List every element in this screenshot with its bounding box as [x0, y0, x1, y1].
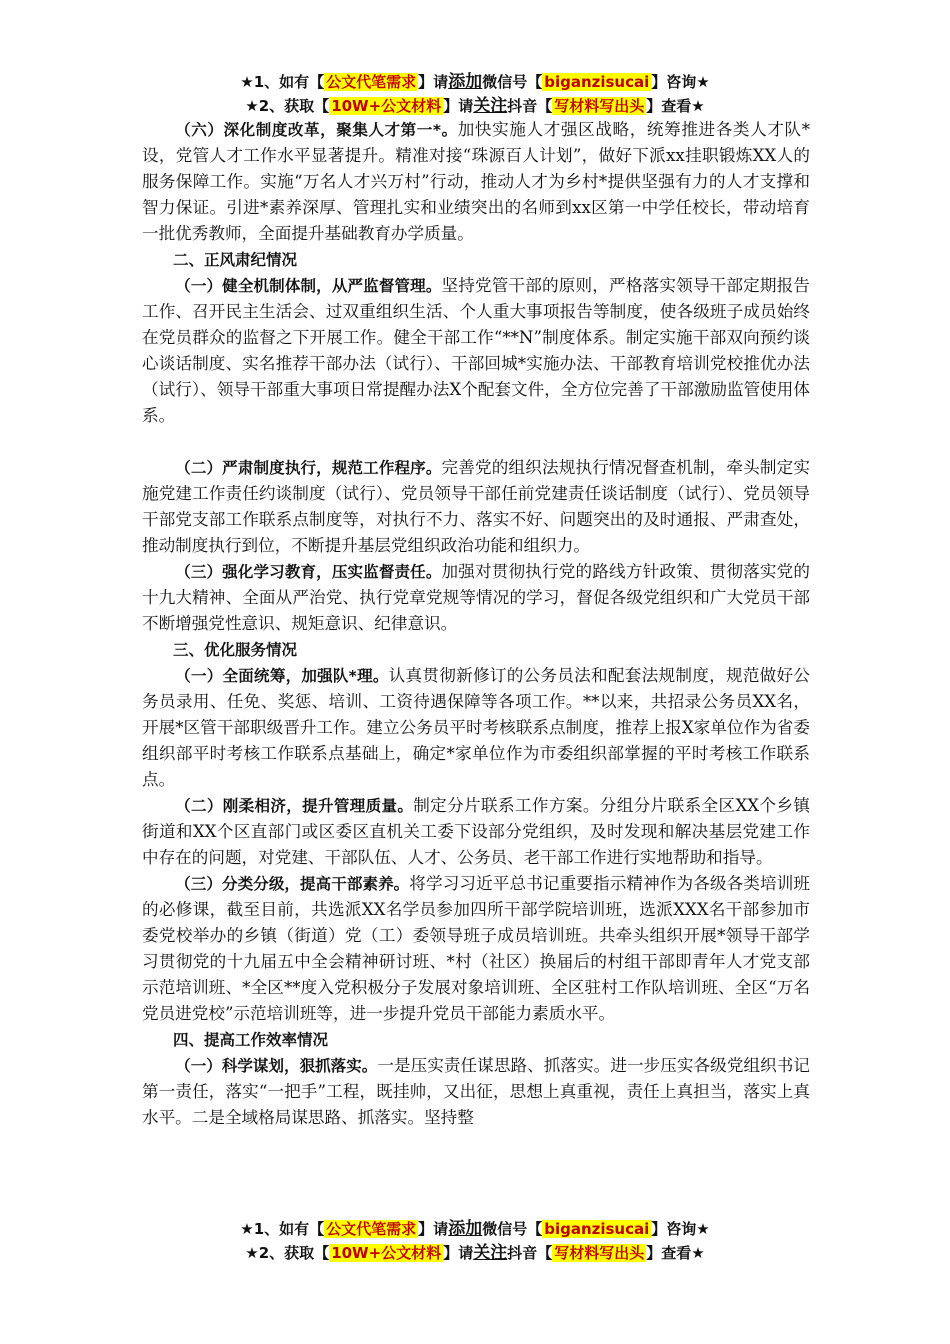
section-heading: 二、正风肃纪情况 [173, 251, 298, 269]
highlight-douyin-account[interactable]: 写材料写出头 [554, 97, 645, 115]
paragraph [142, 455, 810, 559]
paragraph-text: 认真贯彻新修订的公务员法和配套法规制度，规范做好公务员录用、任免、奖惩、培训、工资待遇保障等各项工作。**以来，共招录公务员XX名，开展*区管干部职级晋升工作。建立公务员平时考核联系点制度，推荐上报X家单位作为省委组织部平时考核工作联系点基础上，确定*家单位作为市委组织部掌握的平时考核工作联系点。 [142, 666, 811, 789]
banner-text: 抖音【 [507, 1244, 553, 1262]
paragraph-lead: （二）刚柔相济，提升管理质量。 [175, 797, 414, 815]
paragraph [142, 559, 810, 637]
banner-text: 】咨询★ [651, 1220, 710, 1238]
highlight-service: 公文代笔需求 [326, 1220, 417, 1238]
highlight-wechat-id[interactable]: biganzisucai [544, 1220, 650, 1238]
banner-text: 】查看★ [646, 1244, 705, 1262]
banner-line-1 [0, 71, 950, 95]
highlight-wechat-id[interactable]: biganzisucai [544, 73, 650, 91]
paragraph [142, 273, 810, 429]
paragraph-lead: （二）严肃制度执行，规范工作程序。 [175, 459, 442, 477]
paragraph-lead: （一）全面统筹，加强队*理。 [175, 667, 389, 685]
paragraph-text: 将学习习近平总书记重要指示精神作为各级各类培训班的必修课，截至目前，共选派XX名学员参加四所干部学院培训班，选派XXX名干部参加市委党校举办的乡镇（街道）党（工）委领导班子成员培训班。共牵头组织开展*领导干部学习贯彻党的十九届五中全会精神研讨班、*村（社区）换届后的村组干部即青年人才党支部示范培训班、*全区**度入党积极分子发展对象培训班、全区驻村工作队培训班、全区“万名党员进党校”示范培训班等，进一步提升党员干部能力素质水平。 [142, 874, 810, 1023]
banner-line-2 [0, 95, 950, 119]
banner-text: 】请 [418, 1220, 449, 1238]
banner-underline: 关注 [473, 96, 508, 116]
paragraph-lead: （三）分类分级，提高干部素养。 [175, 875, 410, 893]
paragraph-text: 坚持党管干部的原则，严格落实领导干部定期报告工作、召开民主生活会、过双重组织生活、个人重大事项报告等制度，使各级班子成员始终在党员群众的监督之下开展工作。健全干部工作“**N”制度体系。制定实施干部双向预约谈心谈话制度、实名推荐干部办法（试行）、干部回城*实施办法、干部教育培训党校推优办法（试行）、领导干部重大事项日常提醒办法X个配套文件，全方位完善了干部激励监管使用体系。 [142, 276, 810, 425]
section-heading: 四、提高工作效率情况 [173, 1031, 329, 1049]
banner-text: ★1、如有【 [240, 1220, 325, 1238]
paragraph-lead: （一）健全机制体制，从严监督管理。 [175, 277, 442, 295]
banner-underline: 添加 [448, 72, 483, 92]
paragraph-lead: （三）强化学习教育，压实监督责任。 [175, 563, 442, 581]
banner-text: 】请 [443, 97, 474, 115]
banner-text: ★2、获取【 [245, 97, 330, 115]
paragraph-text: 加强对贯彻执行党的路线方针政策、贯彻落实党的十九大精神、全面从严治党、执行党章党规等情况的学习，督促各级党组织和广大党员干部不断增强党性意识、规矩意识、纪律意识。 [142, 562, 810, 633]
paragraph [142, 663, 810, 793]
banner-text: 微信号【 [482, 1220, 543, 1238]
top-banner [0, 71, 950, 119]
banner-text: ★2、获取【 [245, 1244, 330, 1262]
bottom-banner [0, 1218, 950, 1266]
paragraph [142, 117, 810, 247]
section-heading: 三、优化服务情况 [173, 641, 298, 659]
banner-line-1 [0, 1218, 950, 1242]
paragraph-text: 制定分片联系工作方案。分组分片联系全区XX个乡镇街道和XX个区直部门或区委区直机关工委下设部分党组织，及时发现和解决基层党建工作中存在的问题，对党建、干部队伍、人才、公务员、老干部工作进行实地帮助和指导。 [142, 796, 810, 867]
banner-text: 】查看★ [646, 97, 705, 115]
banner-text: 】咨询★ [651, 73, 710, 91]
paragraph [142, 1053, 810, 1131]
highlight-materials: 10W+公文材料 [331, 97, 442, 115]
banner-text: 微信号【 [482, 73, 543, 91]
highlight-douyin-account[interactable]: 写材料写出头 [554, 1244, 645, 1262]
paragraph-lead: （六）深化制度改革，聚集人才第一*。 [175, 121, 458, 139]
highlight-materials: 10W+公文材料 [331, 1244, 442, 1262]
banner-text: 】请 [443, 1244, 474, 1262]
banner-text: 抖音【 [507, 97, 553, 115]
paragraph-lead: （一）科学谋划，狠抓落实。 [175, 1057, 378, 1075]
paragraph [142, 871, 810, 1027]
banner-text: ★1、如有【 [240, 73, 325, 91]
paragraph-text: 完善党的组织法规执行情况督查机制，牵头制定实施党建工作责任约谈制度（试行）、党员领导干部任前党建责任谈话制度（试行）、党员领导干部党支部工作联系点制度等，对执行不力、落实不好、问题突出的及时通报、严肃查处，推动制度执行到位，不断提升基层党组织政治功能和组织力。 [142, 458, 810, 555]
banner-line-2 [0, 1242, 950, 1266]
paragraph [142, 793, 810, 871]
paragraph-text: 一是压实责任谋思路、抓落实。进一步压实各级党组织书记第一责任，落实“一把手”工程，既挂帅，又出征，思想上真重视，责任上真担当，落实上真水平。二是全域格局谋思路、抓落实。坚持整 [142, 1056, 810, 1127]
banner-underline: 添加 [448, 1219, 483, 1239]
banner-underline: 关注 [473, 1243, 508, 1263]
paragraph-text: 加快实施人才强区战略，统筹推进各类人才队*设，党管人才工作水平显著提升。精准对接“珠源百人计划”，做好下派xx挂职锻炼XX人的服务保障工作。实施“万名人才兴万村”行动，推动人才为乡村*提供坚强有力的人才支撑和智力保证。引进*素养深厚、管理扎实和业绩突出的名师到xx区第一中学任校长，带动培育一批优秀教师，全面提升基础教育办学质量。 [142, 120, 811, 243]
highlight-service: 公文代笔需求 [326, 73, 417, 91]
banner-text: 】请 [418, 73, 449, 91]
document-body [142, 117, 810, 1131]
